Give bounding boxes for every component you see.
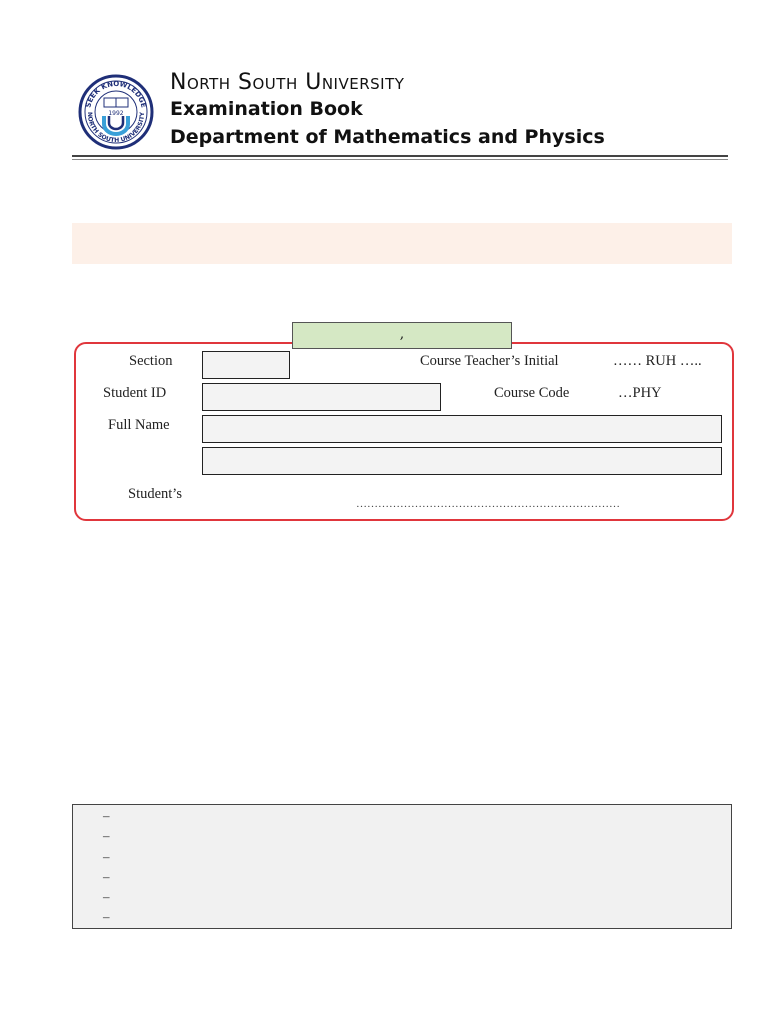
logo-top-text: SEEK KNOWLEDGE: [84, 79, 148, 109]
logo-year: 1992: [108, 110, 124, 117]
full-name-label: Full Name: [108, 417, 170, 433]
instruction-item: –: [103, 909, 110, 924]
instruction-item: –: [103, 828, 110, 843]
teacher-initial-value: …… RUH …..: [613, 353, 702, 369]
department-title: Department of Mathematics and Physics: [170, 126, 605, 148]
exam-book-title: Examination Book: [170, 98, 363, 120]
exam-title-band: [72, 223, 732, 264]
teacher-initial-label: Course Teacher’s Initial: [420, 353, 559, 369]
header-rule: [72, 155, 728, 157]
full-name-field-line2[interactable]: [202, 447, 722, 475]
instruction-item: –: [103, 889, 110, 904]
header-rule-thin: [72, 159, 728, 160]
instruction-item: –: [103, 849, 110, 864]
course-code-value: …PHY: [618, 385, 662, 401]
full-name-field[interactable]: [202, 415, 722, 443]
exam-info-box: ,: [292, 322, 512, 349]
university-name: North South University: [170, 70, 405, 95]
instruction-item: –: [103, 808, 110, 823]
instruction-item: –: [103, 869, 110, 884]
course-code-label: Course Code: [494, 385, 570, 401]
signature-label: Student’s: [128, 486, 182, 502]
section-label: Section: [129, 353, 173, 369]
signature-line: ………………………………………………………………: [356, 498, 620, 510]
section-field[interactable]: [202, 351, 290, 379]
instructions-box: [72, 804, 732, 929]
student-id-label: Student ID: [103, 385, 167, 401]
logo-bottom-text: NORTH SOUTH UNIVERSITY: [85, 111, 147, 145]
university-logo: [78, 72, 154, 152]
student-id-field[interactable]: [202, 383, 441, 411]
